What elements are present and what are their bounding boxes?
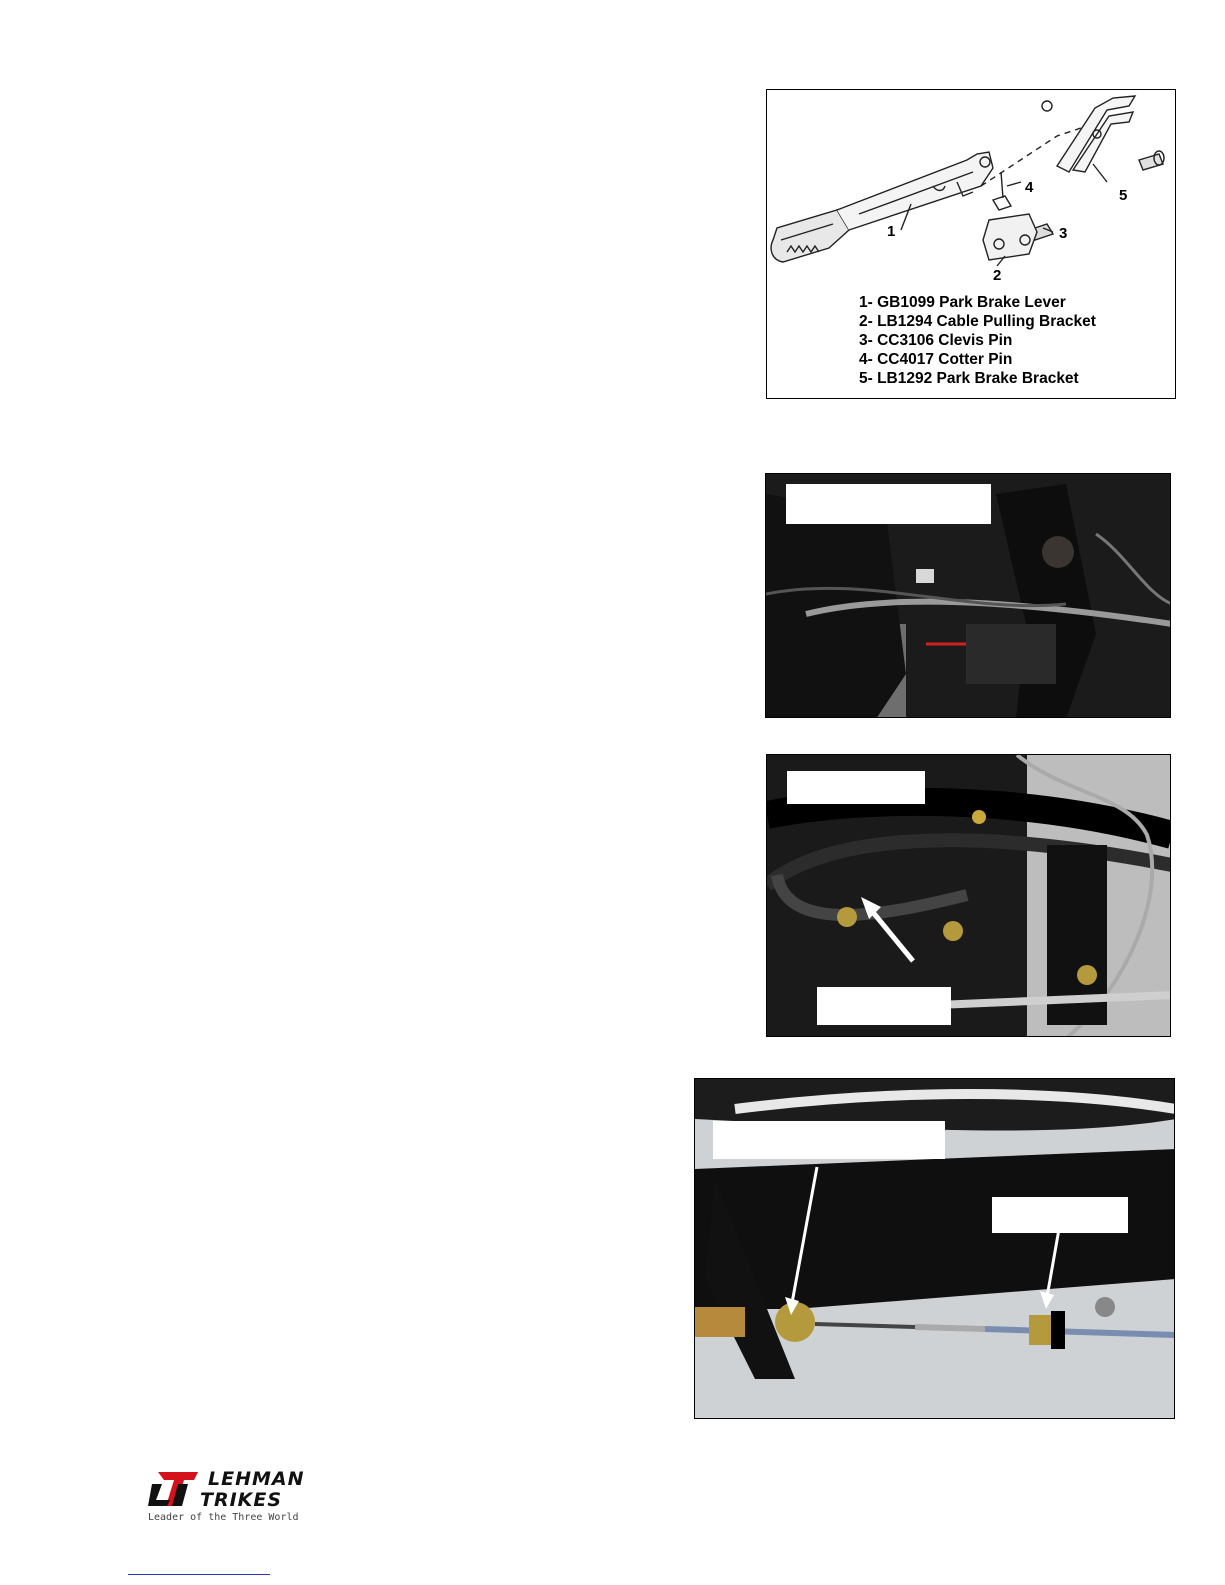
footer-link-underline[interactable] [128, 1574, 270, 1575]
parts-list-item: 4- CC4017 Cotter Pin [859, 351, 1013, 368]
callout-4: 4 [1025, 179, 1034, 196]
photo-label-box [992, 1197, 1128, 1233]
logo-tagline: Leader of the Three World [148, 1512, 299, 1523]
parts-list [859, 293, 1096, 388]
lehman-trikes-logo [148, 1468, 313, 1526]
callout-1: 1 [887, 223, 896, 240]
photo-label-box [786, 484, 991, 524]
parts-list-item: 5- LB1292 Park Brake Bracket [859, 370, 1079, 387]
photo-label-box [713, 1121, 945, 1159]
parts-list-item: 1- GB1099 Park Brake Lever [859, 294, 1066, 311]
callout-5: 5 [1119, 187, 1128, 204]
logo-line-2: TRIKES [200, 1489, 283, 1511]
frame-wiring-photo [765, 473, 1171, 718]
callout-3: 3 [1059, 225, 1068, 242]
logo-line-1: LEHMAN [208, 1468, 305, 1490]
photo-label-box [787, 771, 925, 804]
photo-label-box [817, 987, 951, 1025]
cable-adjustment-photo [694, 1078, 1175, 1419]
park-brake-diagram [766, 89, 1176, 399]
cable-routing-photo [766, 754, 1171, 1037]
parts-list-item: 2- LB1294 Cable Pulling Bracket [859, 313, 1096, 330]
callout-2: 2 [993, 267, 1002, 284]
parts-list-item: 3- CC3106 Clevis Pin [859, 332, 1013, 349]
lehman-logo-icon [148, 1470, 200, 1508]
